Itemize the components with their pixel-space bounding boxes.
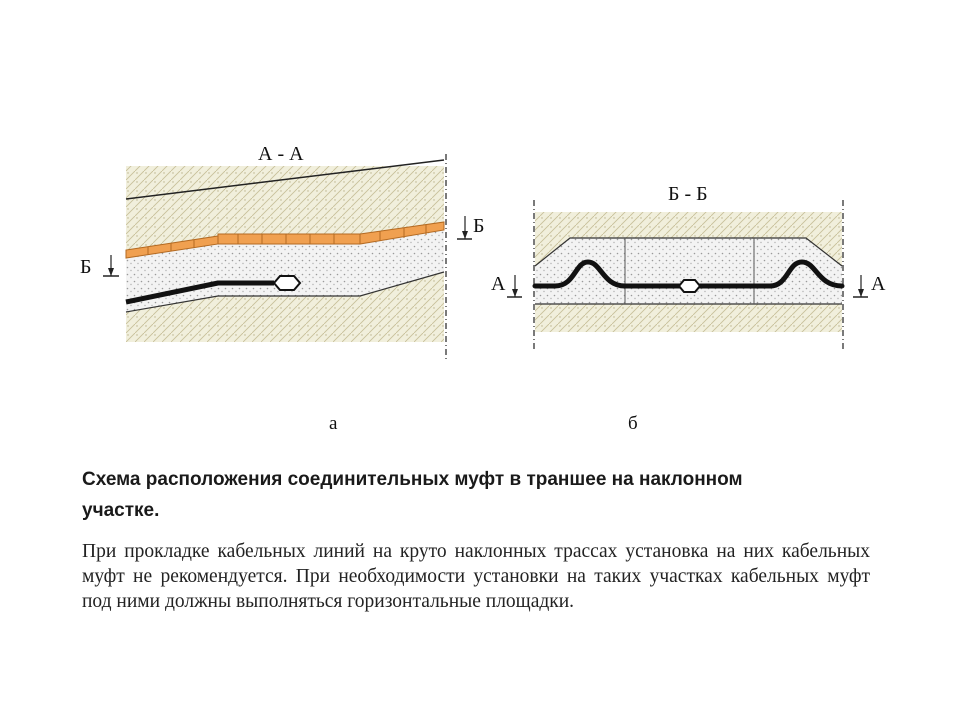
panel-a-joint bbox=[274, 276, 300, 290]
panel-b-sand-bedding bbox=[535, 238, 842, 304]
panel-b-soil-bottom bbox=[535, 304, 842, 332]
panel-a-cut-mark-right bbox=[457, 215, 484, 239]
svg-text:Б: Б bbox=[473, 215, 485, 237]
svg-text:А: А bbox=[491, 273, 506, 295]
svg-text:Б: Б bbox=[80, 256, 92, 278]
panel-a bbox=[80, 143, 484, 434]
panel-b-section-title: Б - Б bbox=[668, 183, 708, 205]
panel-a-section-title: А - А bbox=[258, 143, 304, 165]
panel-b-joint bbox=[679, 280, 700, 292]
panel-b-cut-mark-right bbox=[853, 273, 886, 297]
panel-a-caption: а bbox=[329, 413, 338, 434]
diagram-heading: Схема расположения соединительных муфт в траншее на наклонном участке. bbox=[82, 469, 743, 521]
body-paragraph: При прокладке кабельных линий на круто наклонных трассах установка на них кабельных муфт не рекомендуется. При необходимости установки на таких участках кабельных муфт под ними должны выполняться горизонтальные площадки. bbox=[82, 541, 870, 612]
panel-b bbox=[491, 183, 886, 434]
panel-b-caption: б bbox=[628, 413, 638, 434]
svg-text:А: А bbox=[871, 273, 886, 295]
panel-b-cut-mark-left bbox=[491, 273, 522, 297]
panel-a-cut-mark-left bbox=[80, 255, 119, 278]
